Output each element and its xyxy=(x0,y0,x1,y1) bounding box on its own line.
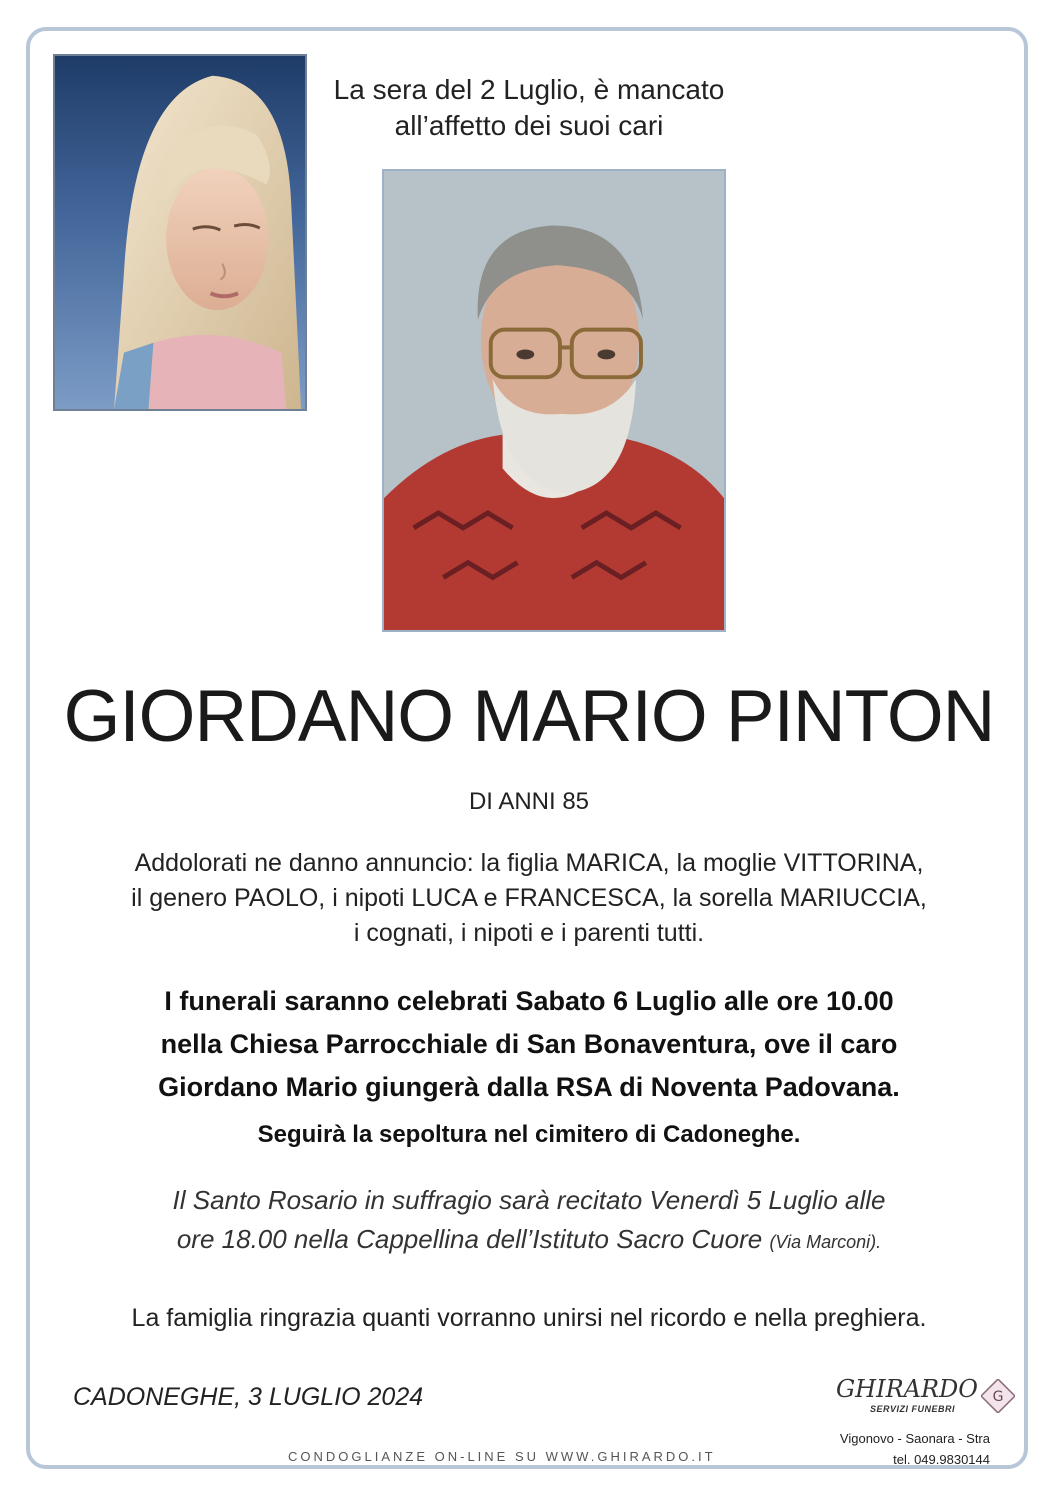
deceased-name: GIORDANO MARIO PINTON xyxy=(63,676,995,757)
burial-info: Seguirà la sepoltura nel cimitero di Cadoneghe. xyxy=(257,1121,801,1148)
announcement-line-3: i cognati, i nipoti e i parenti tutti. xyxy=(353,919,705,947)
agency-logo xyxy=(836,1375,1026,1419)
rosary-line-1: Il Santo Rosario in suffragio sarà recitato Venerdì 5 Luglio alle xyxy=(172,1185,886,1215)
deceased-age: DI ANNI 85 xyxy=(468,788,590,815)
rosary-line-2-text: ore 18.00 nella Cappellina dell’Istituto Sacro Cuore xyxy=(176,1224,763,1254)
rosary-note: (Via Marconi). xyxy=(769,1232,882,1252)
agency-info xyxy=(836,1428,990,1470)
announcement xyxy=(40,846,1018,951)
funeral-details xyxy=(40,980,1018,1109)
announcement-line-2: il genero PAOLO, i nipoti LUCA e FRANCESCA, la sorella MARIUCCIA, xyxy=(131,884,927,912)
agency-name: GHIRARDO xyxy=(836,1375,978,1403)
announcement-line-1: Addolorati ne danno annuncio: la figlia MARICA, la moglie VITTORINA, xyxy=(134,849,924,877)
thanks-text: La famiglia ringrazia quanti vorranno unirsi nel ricordo e nella preghiera. xyxy=(131,1304,927,1332)
intro-text xyxy=(40,72,1018,144)
agency-mark-letter: G xyxy=(992,1389,1004,1405)
rosary-info xyxy=(40,1181,1018,1262)
place-date: CADONEGHE, 3 LUGLIO 2024 xyxy=(73,1383,424,1411)
funeral-line-1: I funerali saranno celebrati Sabato 6 Luglio alle ore 10.00 xyxy=(164,986,894,1016)
intro-line-1: La sera del 2 Luglio, è mancato xyxy=(333,74,725,105)
portrait-photo xyxy=(382,169,726,632)
condolences-footer: CONDOGLIANZE ON-LINE SU WWW.GHIRARDO.IT xyxy=(288,1449,716,1464)
agency-phone: tel. 049.9830144 xyxy=(893,1452,990,1467)
agency-subtitle: SERVIZI FUNEBRI xyxy=(870,1404,956,1414)
funeral-line-3: Giordano Mario giungerà dalla RSA di Noventa Padovana. xyxy=(158,1072,900,1102)
rosary-line-2 xyxy=(40,1220,1018,1262)
agency-diamond-icon xyxy=(981,1379,1015,1413)
intro-line-2: all’affetto dei suoi cari xyxy=(394,110,664,141)
funeral-line-2: nella Chiesa Parrocchiale di San Bonaventura, ove il caro xyxy=(160,1029,898,1059)
agency-locations: Vigonovo - Saonara - Stra xyxy=(839,1431,990,1446)
